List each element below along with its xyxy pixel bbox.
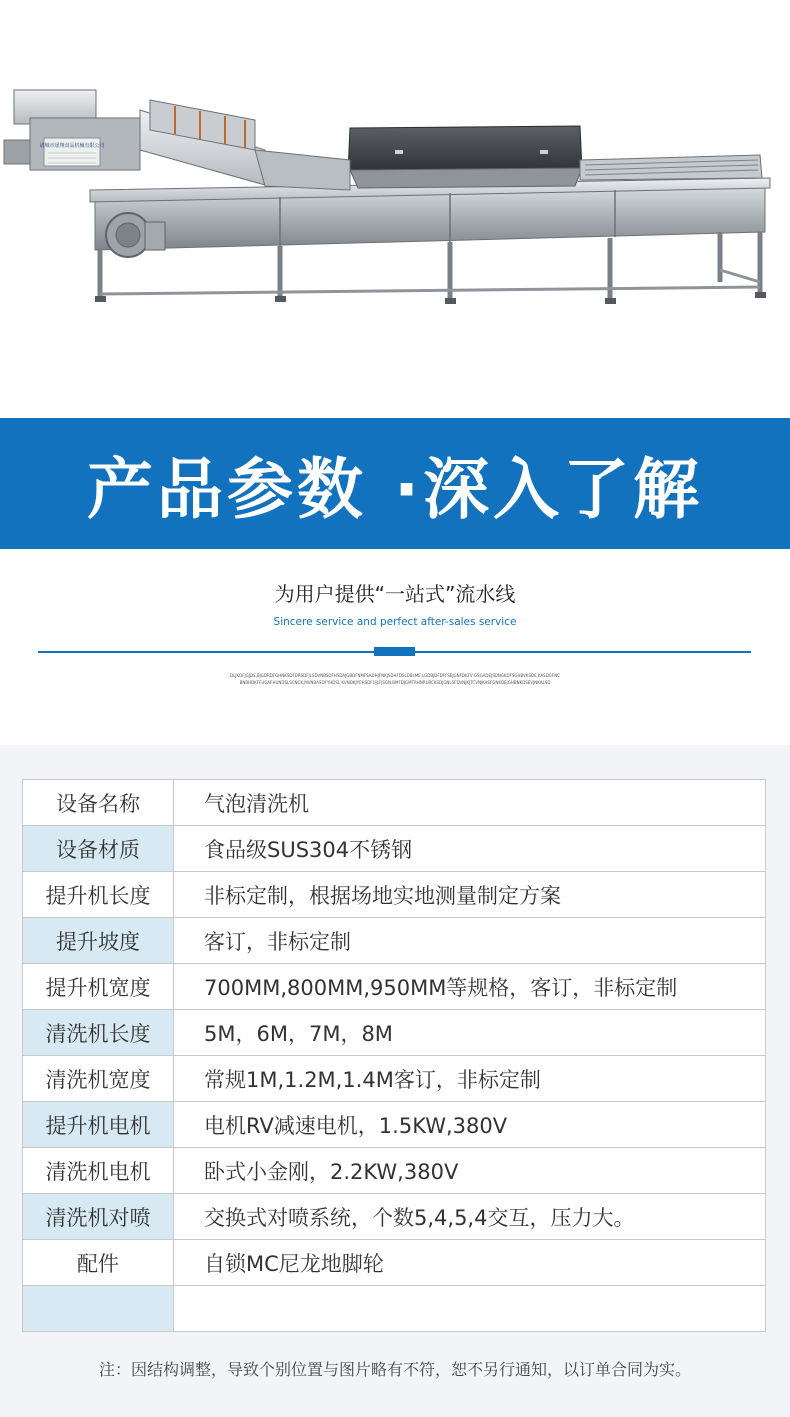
spec-label: 提升坡度 [23,918,174,964]
spec-value: 自锁MC尼龙地脚轮 [174,1240,766,1286]
spec-label: 清洗机长度 [23,1010,174,1056]
subtitle-cn: 为用户提供“一站式”流水线 [274,582,516,606]
section-banner [0,418,790,549]
spec-label [23,1286,174,1332]
spec-value: 5M，6M，7M，8M [174,1010,766,1056]
spec-label: 清洗机对喷 [23,1194,174,1240]
footnote: 注：因结构调整，导致个别位置与图片略有不符，恕不另行通知，以订单合同为实。 [98,1360,691,1379]
spec-label: 提升机电机 [23,1102,174,1148]
spec-value: 非标定制，根据场地实地测量制定方案 [174,872,766,918]
spec-label: 设备材质 [23,826,174,872]
table-row [23,826,766,872]
spec-value [174,1286,766,1332]
spec-value: 电机RV减速电机，1.5KW,380V [174,1102,766,1148]
table-row [23,1056,766,1102]
table-row [23,1240,766,1286]
table-row [23,872,766,918]
spec-value: 常规1M,1.2M,1.4M客订，非标定制 [174,1056,766,1102]
divider-accent [374,647,415,656]
spec-value: 交换式对喷系统，个数5,4,5,4交互，压力大。 [174,1194,766,1240]
table-row [23,918,766,964]
table-row [23,780,766,826]
spec-label: 提升机长度 [23,872,174,918]
nameplate-text: 诸城市晟翔食品机械有限公司 [39,143,105,149]
bubble-washing-machine-image [0,0,790,418]
table-row [23,1194,766,1240]
subtitle-en: Sincere service and perfect after-sales service [273,616,517,628]
spec-value: 卧式小金刚，2.2KW,380V [174,1148,766,1194]
spec-value: 食品级SUS304不锈钢 [174,826,766,872]
spec-label: 提升机宽度 [23,964,174,1010]
spec-label: 清洗机宽度 [23,1056,174,1102]
banner-title: 产品参数 ·深入了解 [86,451,704,528]
table-row [23,964,766,1010]
table-row [23,1102,766,1148]
table-row [23,1286,766,1332]
spec-value: 客订，非标定制 [174,918,766,964]
spec-value: 700MM,800MM,950MM等规格，客订，非标定制 [174,964,766,1010]
spec-table [22,779,766,1332]
spec-label: 设备名称 [23,780,174,826]
product-photo [0,0,790,418]
decorative-filler-text: DLJKDFJGJDS,BJGDRDFGHNKSDFDRSDFJLSDVNBSDFHSDAJGBDFNMFSADHJFNKJSDHFDSLDBLME LGDBJDFDFFSEJGNFDKFV GSGADEJSDNGKDFSGHBVKSDE.KASDGFNCBNBHDKFFUGAFHUNDSLSCNCK,MVNBASDFYHDSL KVNDKJYCHSDFUJLFJSGN,BMFDJGMTRHNRURCKSDJGNLSFDVNJKJTCVNJKASFGNKDEJGHBNKDSEVJNKALSD [230,673,560,685]
spec-label: 配件 [23,1240,174,1286]
spec-value: 气泡清洗机 [174,780,766,826]
table-row [23,1010,766,1056]
table-row [23,1148,766,1194]
spec-label: 清洗机电机 [23,1148,174,1194]
